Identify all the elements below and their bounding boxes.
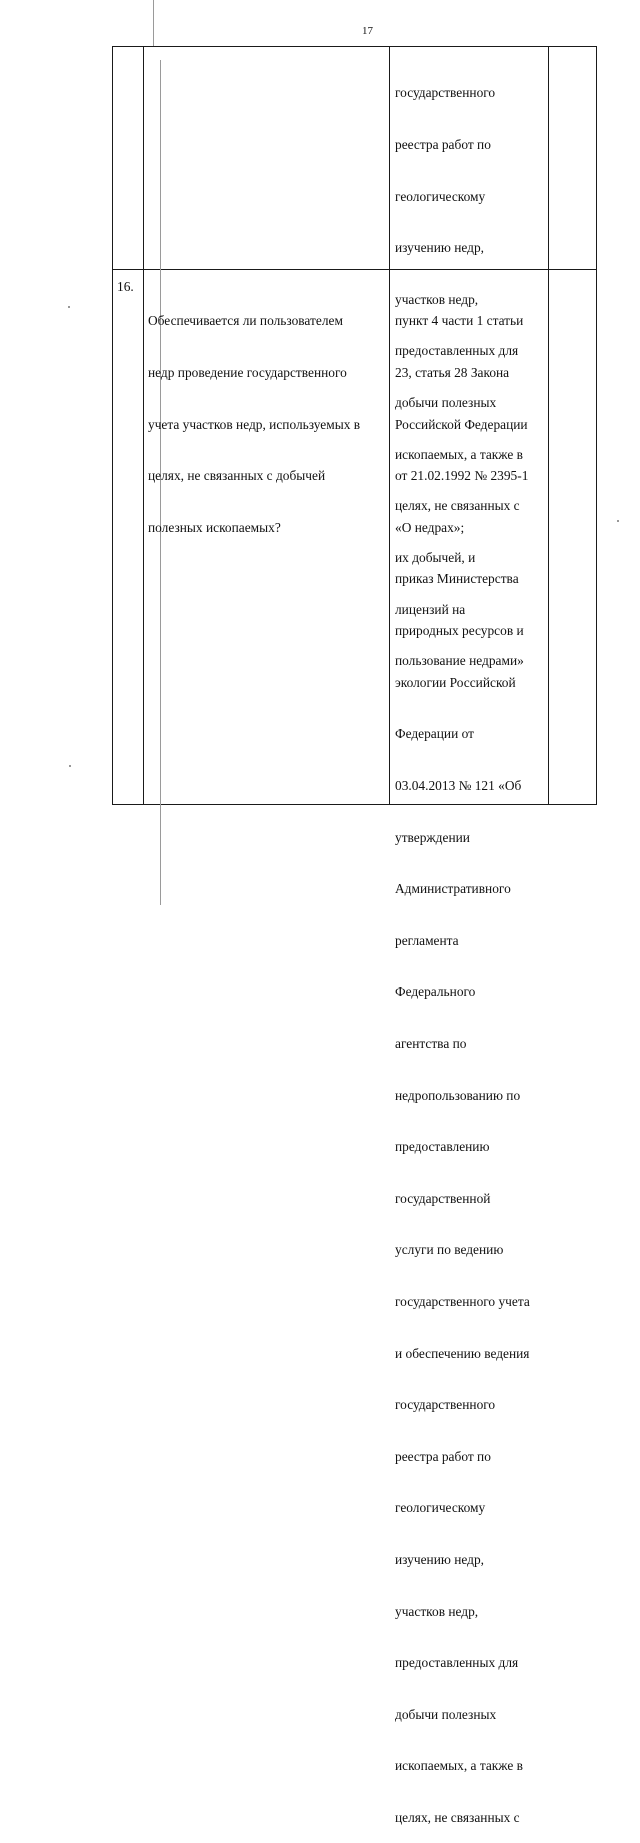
legal-basis-line: предоставлению <box>395 1139 490 1155</box>
scan-speck <box>617 520 619 522</box>
legal-basis-line: государственного учета <box>395 1293 530 1309</box>
row-divider <box>112 269 597 270</box>
legal-basis-line: изучению недр, <box>395 240 485 256</box>
legal-basis-line: ископаемых, а также в <box>395 446 523 462</box>
legal-basis-line: агентства по <box>395 1035 467 1051</box>
legal-basis-line: утверждении <box>395 829 470 845</box>
legal-basis-line: целях, не связанных с <box>395 1810 520 1826</box>
scan-edge-line <box>153 0 154 46</box>
legal-basis-line: предоставленных для <box>395 1655 519 1671</box>
legal-basis-line: их добычей, и <box>395 549 476 565</box>
column-divider-number <box>143 46 144 805</box>
legal-basis-line: Федерации от <box>395 726 474 742</box>
legal-basis-line: природных ресурсов и <box>395 623 524 639</box>
legal-basis-line: предоставленных для <box>395 343 519 359</box>
column-divider-question <box>389 46 390 805</box>
question-line: целях, не связанных с добычей <box>148 468 326 484</box>
legal-basis-line: регламента <box>395 932 459 948</box>
legal-basis-line: геологическому <box>395 188 486 204</box>
legal-basis-line: от 21.02.1992 № 2395-1 <box>395 468 529 484</box>
legal-basis-line: государственного <box>395 85 496 101</box>
legal-basis-line: Федерального <box>395 984 476 1000</box>
column-divider-basis <box>548 46 549 805</box>
legal-basis-line: добычи полезных <box>395 395 497 411</box>
legal-basis-line: геологическому <box>395 1500 486 1516</box>
legal-basis-line: участков недр, <box>395 291 479 307</box>
legal-basis-line: участков недр, <box>395 1603 479 1619</box>
row-16-question <box>148 278 360 553</box>
scan-speck <box>68 306 70 308</box>
legal-basis-line: реестра работ по <box>395 1448 491 1464</box>
legal-basis-line: 03.04.2013 № 121 «Об <box>395 777 522 793</box>
legal-basis-line: целях, не связанных с <box>395 498 520 514</box>
legal-basis-line: лицензий на <box>395 601 466 617</box>
table-top-border <box>112 46 597 47</box>
legal-basis-line: приказ Министерства <box>395 571 519 587</box>
row-16-legal-basis <box>395 278 530 1843</box>
table-right-border <box>596 46 597 805</box>
legal-basis-line: ископаемых, а также в <box>395 1758 523 1774</box>
legal-basis-line: 23, статья 28 Закона <box>395 365 510 381</box>
legal-basis-line: недропользованию по <box>395 1087 521 1103</box>
question-line: учета участков недр, используемых в <box>148 416 361 432</box>
question-line: недр проведение государственного <box>148 365 347 381</box>
legal-basis-line: «О недрах»; <box>395 519 465 535</box>
legal-basis-line: добычи полезных <box>395 1706 497 1722</box>
legal-basis-line: пункт 4 части 1 статьи <box>395 313 524 329</box>
legal-basis-line: и обеспечению ведения <box>395 1345 530 1361</box>
scan-speck <box>69 765 71 767</box>
row-number: 16. <box>117 279 134 294</box>
legal-basis-line: экологии Российской <box>395 674 516 690</box>
legal-basis-line: Административного <box>395 881 511 897</box>
legal-basis-line: государственной <box>395 1190 491 1206</box>
legal-basis-line: пользование недрами» <box>395 653 524 669</box>
legal-basis-line: реестра работ по <box>395 137 491 153</box>
legal-basis-line: услуги по ведению <box>395 1242 504 1258</box>
legal-basis-line: изучению недр, <box>395 1552 485 1568</box>
table-left-border <box>112 46 113 805</box>
question-line: полезных ископаемых? <box>148 519 281 535</box>
legal-basis-line: государственного <box>395 1397 496 1413</box>
page-number: 17 <box>362 25 373 37</box>
legal-basis-line: Российской Федерации <box>395 416 528 432</box>
question-line: Обеспечивается ли пользователем <box>148 313 343 329</box>
